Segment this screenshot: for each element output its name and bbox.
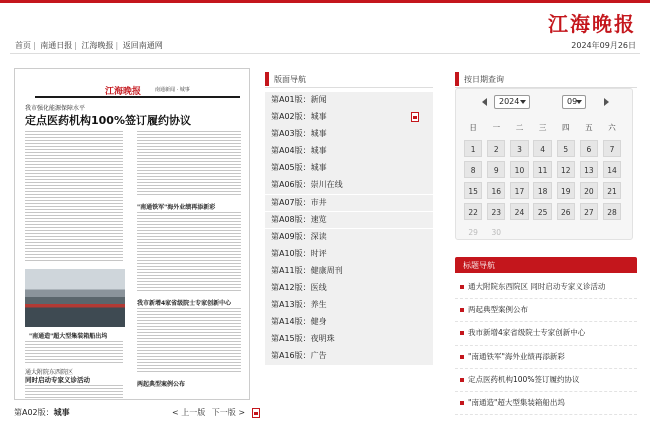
calendar-empty-cell [603,224,621,241]
calendar-day[interactable]: 6 [580,140,598,157]
prev-month-icon[interactable] [482,98,487,106]
header-accent-line [0,0,650,3]
layout-nav-item[interactable] [265,246,433,263]
calendar-day[interactable]: 5 [557,140,575,157]
headline-nav-header [455,257,637,273]
header [0,0,650,60]
headline-nav-item[interactable] [455,322,637,345]
panel-accent-bar [265,72,269,86]
year-select[interactable]: 2024 [494,95,530,109]
current-date: 2024年09月26日 [571,41,636,50]
layout-nav-item-label: 第A15版：夜明珠 [271,334,335,344]
bullet-icon [460,401,464,405]
headline-link[interactable]: 定点医药机构100%签订履约协议 [468,374,580,384]
layout-nav-item[interactable] [265,143,433,160]
layout-nav-header [265,72,433,86]
layout-nav-item[interactable] [265,263,433,280]
calendar-day[interactable]: 21 [603,182,621,199]
calendar-day[interactable]: 2 [487,140,505,157]
current-page-label: 第A02版：城事 [14,408,70,417]
article-text-block [25,131,123,263]
layout-nav-item[interactable] [265,229,433,246]
chevron-down-icon [576,100,582,104]
nav-back-link[interactable]: 返回南通网 [122,41,163,50]
layout-nav-item[interactable] [265,280,433,297]
calendar-week-row [464,161,626,182]
article-title[interactable]: 同时启动专家义诊活动 [25,376,90,384]
calendar-day[interactable]: 15 [464,182,482,199]
layout-nav-item[interactable] [265,212,433,229]
headline-nav-item[interactable] [455,369,637,392]
weekday-label: 三 [538,123,547,132]
ship-photo[interactable] [25,269,125,327]
calendar-day[interactable]: 14 [603,161,621,178]
calendar-day[interactable]: 13 [580,161,598,178]
calendar-empty-cell [533,224,551,241]
calendar-day[interactable]: 7 [603,140,621,157]
headline-link[interactable]: "南通铁军"海外业绩再添新彩 [468,351,565,361]
weekday-label: 日 [469,123,477,132]
headline-link[interactable]: 两起典型案例公布 [468,305,528,315]
date-calendar [455,88,633,240]
pdf-icon[interactable] [252,408,260,418]
article-title[interactable]: 我市新增4家省级院士专家创新中心 [137,300,232,307]
layout-nav-item-label: 第A09版：深读 [271,231,327,241]
layout-nav-item-label: 第A14版：健身 [271,317,327,327]
calendar-day[interactable]: 22 [464,203,482,220]
layout-nav-item-label: 第A13版：养生 [271,300,327,310]
calendar-day: 30 [491,228,502,237]
layout-nav-item-label: 第A03版：城事 [271,129,327,139]
nav-nantong-daily-link[interactable]: 南通日报 [40,41,73,50]
calendar-week-row [464,140,626,161]
calendar-day[interactable]: 4 [533,140,551,157]
weekday-label: 二 [515,123,524,132]
headline-link[interactable]: "南通造"超大型集装箱船出坞 [468,397,565,407]
layout-nav-item-label: 第A01版：新闻 [271,95,327,104]
calendar-day[interactable]: 11 [533,161,551,178]
calendar-day[interactable]: 3 [510,140,528,157]
calendar-day[interactable]: 28 [603,203,621,220]
calendar-week-row [464,203,626,224]
calendar-day[interactable]: 8 [464,161,482,178]
weekday-label: 六 [608,123,616,132]
layout-nav-item[interactable] [265,177,433,194]
bullet-icon [460,378,464,382]
layout-nav-item-label: 第A16版：广告 [271,351,327,361]
calendar-day[interactable]: 19 [557,182,575,199]
headline-nav-list [455,276,637,415]
prev-page-link[interactable]: < 上一版 [172,408,206,417]
article-kicker[interactable]: 我市强化能源保障水平 [25,105,86,112]
layout-nav-item-label: 第A07版：市井 [271,197,327,207]
layout-nav-item[interactable] [265,92,433,109]
headline-nav-item[interactable] [455,392,637,415]
layout-nav-item[interactable] [265,348,433,365]
calendar-grid [464,119,626,245]
layout-nav-item-label: 第A04版：城事 [271,146,327,156]
layout-nav-item-label: 第A11版：健康周刊 [271,265,343,275]
headline-nav-title: 标题导航 [463,261,495,270]
article-text-block [137,308,241,374]
weekday-label: 四 [561,123,570,132]
calendar-empty-cell [510,224,528,241]
calendar-day[interactable]: 25 [533,203,551,220]
layout-nav-item[interactable] [265,195,433,212]
calendar-day[interactable]: 9 [487,161,505,178]
bullet-icon [460,285,464,289]
next-page-link[interactable]: 下一版 > [211,408,246,417]
calendar-day[interactable]: 16 [487,182,505,199]
layout-nav-item[interactable] [265,109,433,126]
layout-nav-item-label: 第A05版：城事 [271,163,327,173]
calendar-empty-cell [580,224,598,241]
weekday-label: 一 [492,123,501,132]
pdf-icon[interactable] [411,112,419,122]
headline-nav-item[interactable] [455,276,637,299]
calendar-title: 按日期查询 [464,75,504,84]
layout-nav-list [265,92,433,366]
panel-divider [265,87,433,88]
calendar-empty-cell [557,224,575,241]
calendar-weekday-row [464,119,626,140]
calendar-day: 29 [468,228,478,237]
calendar-day[interactable]: 18 [533,182,551,199]
layout-nav-item-label: 第A02版：城事 [271,112,327,122]
top-navigation: 首页 | 南通日报 | 江海晚报 | 返回南通网 [15,41,163,50]
page-section-tag: 南通新闻 · 城事 [155,87,190,93]
article-headline[interactable]: 定点医药机构100%签订履约协议 [25,114,191,127]
calendar-day[interactable]: 17 [510,182,528,199]
calendar-day[interactable]: 12 [557,161,575,178]
article-title[interactable]: 两起典型案例公布 [137,381,186,388]
layout-nav-item[interactable] [265,160,433,177]
layout-nav-item[interactable] [265,331,433,348]
next-month-icon[interactable] [604,98,609,106]
calendar-day[interactable]: 24 [510,203,528,220]
layout-nav-item[interactable] [265,126,433,143]
article-text-block [25,341,123,363]
article-text-block [137,212,241,292]
calendar-day[interactable]: 23 [487,203,505,220]
calendar-week-row [464,224,626,245]
headline-link[interactable]: 通大附院东西院区 同时启动专家义诊活动 [468,282,606,291]
calendar-controls [456,89,634,115]
calendar-header [455,72,637,86]
weekday-label: 五 [585,123,593,132]
calendar-day[interactable]: 1 [464,140,482,157]
bullet-icon [460,355,464,359]
brand-logo: 江海晚报 [548,12,636,36]
layout-nav-item-label: 第A06版：崇川在线 [271,180,343,190]
page-pager [172,407,264,418]
page-masthead [35,84,240,98]
layout-nav-item[interactable] [265,314,433,331]
calendar-day[interactable]: 27 [580,203,598,220]
headline-nav-item[interactable] [455,299,637,322]
photo-caption[interactable]: "南通造"超大型集装箱船出坞 [29,333,108,340]
calendar-day[interactable]: 10 [510,161,528,178]
headline-nav-item[interactable] [455,346,637,369]
article-text-block [137,131,241,197]
calendar-day[interactable]: 26 [557,203,575,220]
calendar-week-row [464,182,626,203]
layout-nav-item[interactable] [265,297,433,314]
layout-nav-title: 版面导航 [274,75,306,84]
nav-home-link[interactable]: 首页 [15,41,31,50]
bullet-icon [460,331,464,335]
nav-jianghai-evening-link[interactable]: 江海晚报 [81,41,114,50]
article-kicker[interactable]: 通大附院东西院区 [25,369,74,376]
article-text-block [25,385,123,399]
newspaper-page-image[interactable] [14,68,250,400]
bullet-icon [460,308,464,312]
layout-nav-item-label: 第A10版：时评 [271,248,327,258]
layout-nav-item-label: 第A12版：医线 [271,283,327,293]
month-select[interactable]: 09 [562,95,586,109]
calendar-day[interactable]: 20 [580,182,598,199]
article-title[interactable]: "南通铁军"海外业绩再添新彩 [137,204,216,211]
layout-nav-item-label: 第A08版：速览 [271,214,327,224]
header-divider [10,53,640,54]
headline-link[interactable]: 我市新增4家省级院士专家创新中心 [468,328,586,338]
page-logo: 江海晚报 [105,87,142,97]
chevron-down-icon [520,100,526,104]
panel-accent-bar [455,72,459,86]
current-page-name: 城事 [53,408,70,417]
